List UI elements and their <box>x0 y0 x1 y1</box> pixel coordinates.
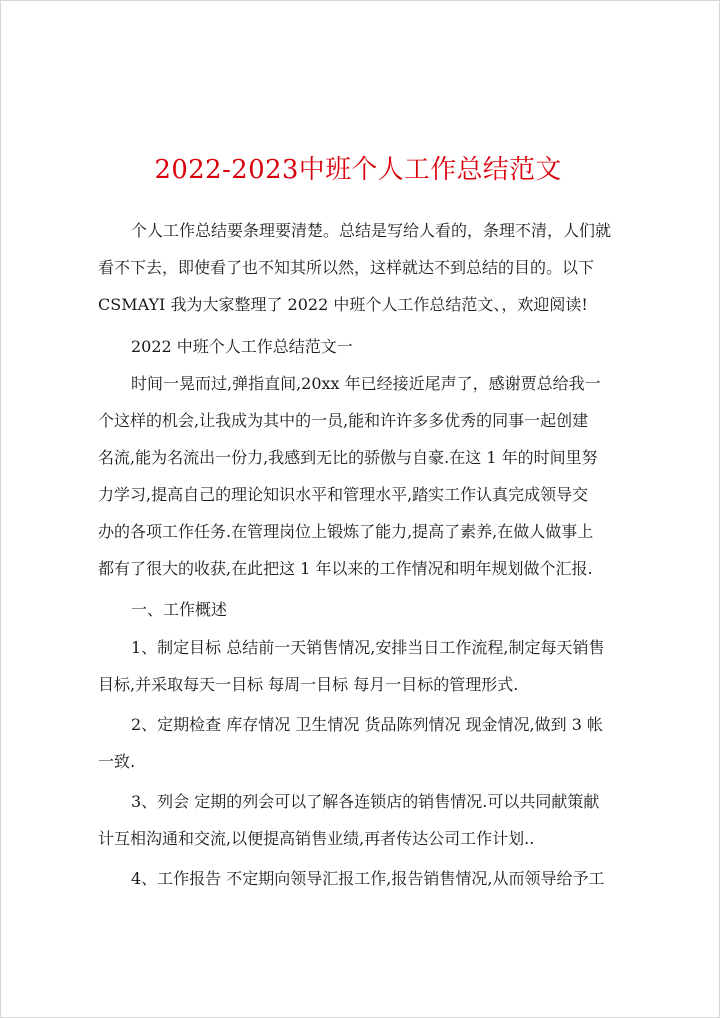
paragraph-line: 1、制定目标 总结前一天销售情况,安排当日工作流程,制定每天销售 <box>131 638 605 657</box>
paragraph-line: 时间一晃而过,弹指直间,20xx 年已经接近尾声了，感谢贾总给我一 <box>131 374 601 393</box>
paragraph-line: 个人工作总结要条理要清楚。总结是写给人看的，条理不清，人们就 <box>131 221 612 240</box>
paragraph-line: 都有了很大的收获,在此把这 1 年以来的工作情况和明年规划做个汇报. <box>98 559 593 578</box>
paragraph-line: 看不下去，即使看了也不知其所以然，这样就达不到总结的目的。以下 <box>98 258 595 277</box>
paragraph-line: 力学习,提高自己的理论知识水平和管理水平,踏实工作认真完成领导交 <box>98 485 589 504</box>
paragraph-line: 3、列会 定期的列会可以了解各连锁店的销售情况.可以共同献策献 <box>131 792 600 811</box>
paragraph-line: 办的各项工作任务.在管理岗位上锻炼了能力,提高了素养,在做人做事上 <box>98 522 594 541</box>
paragraph-line: CSMAYI 我为大家整理了 2022 中班个人工作总结范文、，欢迎阅读! <box>98 295 588 314</box>
paragraph-line: 名流,能为名流出一份力,我感到无比的骄傲与自豪.在这 1 年的时间里努 <box>98 448 598 467</box>
paragraph-line: 一致. <box>98 752 136 771</box>
section-heading: 一、工作概述 <box>131 600 228 619</box>
paragraph-line: 2、定期检查 库存情况 卫生情况 货品陈列情况 现金情况,做到 3 帐 <box>131 715 603 734</box>
section-subtitle: 2022 中班个人工作总结范文一 <box>131 337 353 356</box>
paragraph-line: 计互相沟通和交流,以便提高销售业绩,再者传达公司工作计划.. <box>98 829 535 848</box>
document-title: 2022-2023中班个人工作总结范文 <box>154 155 562 185</box>
paragraph-line: 个这样的机会,让我成为其中的一员,能和许许多多优秀的同事一起创建 <box>98 411 589 430</box>
paragraph-line: 4、工作报告 不定期向领导汇报工作,报告销售情况,从而领导给予工 <box>131 869 605 888</box>
paragraph-line: 目标,并采取每天一目标 每周一目标 每月一目标的管理形式. <box>98 675 519 694</box>
